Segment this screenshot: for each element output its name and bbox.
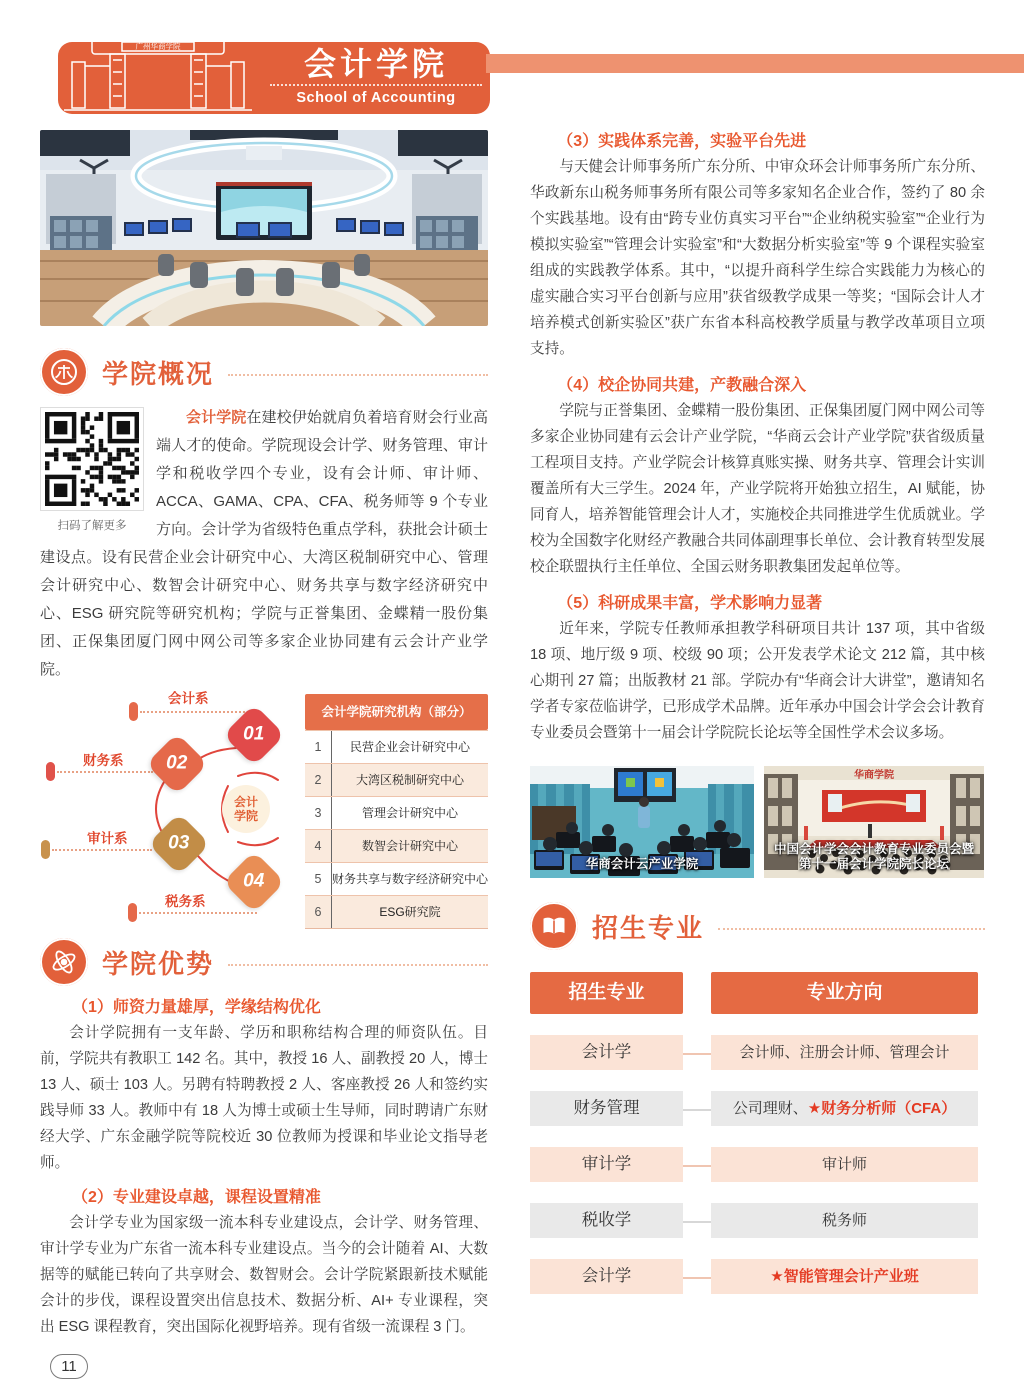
gate-sign-label: 广州华商学院 (135, 42, 181, 51)
dept-label: 会计系 (168, 691, 209, 706)
table-row: 1 民营企业会计研究中心 (305, 730, 488, 763)
photo-caption: 华商会计云产业学院 (585, 857, 699, 871)
dept-tile-03: 03 (148, 813, 210, 875)
admissions-table-header (530, 972, 985, 1014)
research-table-title: 会计学院研究机构（部分） (305, 694, 488, 730)
dept-leader (57, 771, 153, 773)
overview-lead: 会计学院 (186, 409, 247, 426)
table-row: 会计学 会计师、注册会计师、管理会计 (530, 1035, 985, 1070)
campus-gate-illustration (64, 14, 252, 116)
header-rule (486, 54, 1024, 73)
advantage-body: 近年来，学院专任教师承担教学科研项目共计 137 项，其中省级 18 项、地厅级 9 项、校级 90 项；公开发表学术论文 212 篇，其中核心期刊 27 篇；出版教材 21 部。学院办有“华商会计大讲堂”，邀请知名学者专家莅临讲学，已形成学术品牌。近年承办中国会计学会会计教育专业委员会暨第十一届会计学院院长论坛等全国性学术会议多场。 (530, 621, 985, 741)
dept-pill (41, 840, 50, 859)
advantage-item-5 (530, 590, 985, 746)
page-subtitle: School of Accounting (296, 90, 456, 106)
overview-body: 在建校伊始就肩负着培育财会行业高端人才的使命。学院现设会计学、财务管理、审计学和税收学四个专业，设有会计师、审计师、ACCA、GAMA、CPA、CFA、税务师等 9 个专业方向。会计学为省级特色重点学科，获批会计硕士建设点。设有民营企业会计研究中心、大湾区税制研究中心、管理会计研究中心、数智会计研究中心、财务共享与数字经济研究中心、ESG 研究院等研究机构；学院与正誉集团、金蝶精一股份集团、正保集团厦门网中网公司等多家企业协同建有云会计产业学院。 (40, 409, 488, 678)
section-title-overview: 学院概况 (102, 358, 215, 389)
dept-leader (139, 912, 257, 914)
row-connector (683, 1203, 711, 1238)
table-row: 2 大湾区税制研究中心 (305, 763, 488, 796)
dept-label: 税务系 (165, 894, 206, 909)
starred-direction: ★财务分析师（CFA） (807, 1100, 957, 1117)
section-dotted-rule (228, 374, 488, 376)
section-admissions-header (530, 902, 985, 950)
starred-direction: ★智能管理会计产业班 (770, 1268, 919, 1285)
advantage-heading: （4）校企协同共建，产教融合深入 (557, 377, 807, 394)
section-title-admissions: 招生专业 (592, 912, 705, 943)
column-header-direction: 专业方向 (711, 972, 978, 1014)
table-row: 审计学 审计师 (530, 1147, 985, 1182)
advantage-body: 会计学专业为国家级一流本科专业建设点，会计学、财务管理、审计学专业为广东省一流本科专业建设点。当今的会计随着 AI、大数据等的赋能已转向了共享财会、数智财会。会计学院紧跟新技术赋能会计的步伐，课程设置突出信息技术、数据分析、AI+ 专业课程，突出 ESG 课程教育，突出国际化视野培养。现有省级一流课程 3 门。 (40, 1215, 488, 1335)
dept-tile-01: 01 (223, 704, 285, 766)
table-row: 6 ESG研究院 (305, 895, 488, 928)
diagram-center: 会计 学院 (222, 785, 270, 833)
dept-label: 财务系 (83, 753, 124, 768)
column-header-major: 招生专业 (530, 972, 683, 1014)
advantage-item-1 (40, 994, 488, 1176)
section-overview-header (40, 348, 488, 396)
title-divider (270, 84, 482, 86)
qr-caption: 扫码了解更多 (57, 520, 127, 532)
section-dotted-rule (228, 964, 488, 966)
dept-pill (128, 903, 137, 922)
row-connector (683, 1035, 711, 1070)
qr-code (40, 407, 144, 511)
forum-conference-photo (764, 766, 984, 878)
dept-pill (46, 762, 55, 781)
atom-icon (40, 938, 88, 986)
open-book-icon (530, 902, 578, 950)
research-centers-table (305, 694, 488, 929)
section-dotted-rule (718, 928, 985, 930)
advantage-heading: （3）实践体系完善，实验平台先进 (557, 133, 807, 150)
row-connector (683, 1259, 711, 1294)
advantage-body: 学院与正誉集团、金蝶精一股份集团、正保集团厦门网中网公司等多家企业协同建有云会计产业学院，“华商云会计产业学院”获省级质量工程项目支持。产业学院会计核算真账实操、财务共享、管理会计实训覆盖所有大三学生。2024 年，产业学院将开始独立招生，AI 赋能，协同育人，培养智能管理会计人才，实施校企共同推进学生优质就业。学校为全国数字化财经产教融合共同体副理事长单位、会计教育转型发展校企联盟执行主任单位、全国云财务职教集团发起单位等。 (530, 403, 985, 575)
departments-diagram (40, 690, 488, 930)
dept-leader (140, 711, 256, 713)
advantage-item-2 (40, 1184, 488, 1340)
page-title: 会计学院 (303, 46, 448, 82)
table-row: 5 财务共享与数字经济研究中心 (305, 862, 488, 895)
qr-block (40, 407, 144, 540)
dept-tile-04: 04 (223, 851, 285, 913)
table-row: 财务管理 公司理财、★财务分析师（CFA） (530, 1091, 985, 1126)
admissions-table (530, 972, 985, 1294)
computer-lab-photo (40, 130, 488, 326)
dept-label: 审计系 (87, 831, 128, 846)
conference-sign: 华商学院 (854, 770, 894, 781)
table-row: 会计学 ★智能管理会计产业班 (530, 1259, 985, 1294)
advantage-item-4 (530, 372, 985, 580)
photo-caption: 中国会计学会会计教育专业委员会暨 第十一届会计学院院长论坛 (773, 842, 974, 871)
page-number: 11 (50, 1354, 88, 1379)
photo-row (530, 766, 985, 878)
advantage-heading: （5）科研成果丰富，学术影响力显著 (557, 595, 823, 612)
row-connector (683, 1091, 711, 1126)
advantage-body: 会计学院拥有一支年龄、学历和职称结构合理的师资队伍。目前，学院共有教职工 142 名。其中，教授 16 人、副教授 20 人，博士 13 人、硕士 103 人。另聘有特聘教授 2 人、客座教授 26 人和签约实践导师 33 人。教师中有 18 人为博士或硕士生导师，同时聘请广东财经大学、广东金融学院等院校近 30 位教师为授课和毕业论文指导老师。 (40, 1025, 488, 1171)
advantage-body: 与天健会计师事务所广东分所、中审众环会计师事务所广东分所、华政新东山税务师事务所有限公司等多家知名企业合作，签约了 80 余个实践基地。设有由“跨专业仿真实习平台”“企业纳税实验室”“企业行为模拟实验室”“管理会计实验室”和“大数据分析实验室”等 9 个课程实验室组成的实践教学体系。其中，“以提升商科学生综合实践能力为核心的虚实融合实习平台创新与应用”获省级教学成果一等奖；“国际会计人才培养模式创新实验区”获广东省本科高校教学质量与教学改革项目立项支持。 (530, 159, 985, 357)
emblem-icon (40, 348, 88, 396)
table-row: 4 数智会计研究中心 (305, 829, 488, 862)
row-connector (683, 1147, 711, 1182)
dept-leader (52, 849, 152, 851)
overview-text-block (40, 404, 488, 684)
cloud-accounting-classroom-photo (530, 766, 754, 878)
table-row: 税收学 税务师 (530, 1203, 985, 1238)
section-title-advantages: 学院优势 (102, 948, 215, 979)
advantage-heading: （1）师资力量雄厚，学缘结构优化 (72, 999, 321, 1016)
advantage-heading: （2）专业建设卓越，课程设置精准 (72, 1189, 321, 1206)
advantage-item-3 (530, 128, 985, 362)
dept-tile-02: 02 (146, 733, 208, 795)
table-row: 3 管理会计研究中心 (305, 796, 488, 829)
dept-pill (129, 702, 138, 721)
section-advantages-header (40, 938, 488, 986)
